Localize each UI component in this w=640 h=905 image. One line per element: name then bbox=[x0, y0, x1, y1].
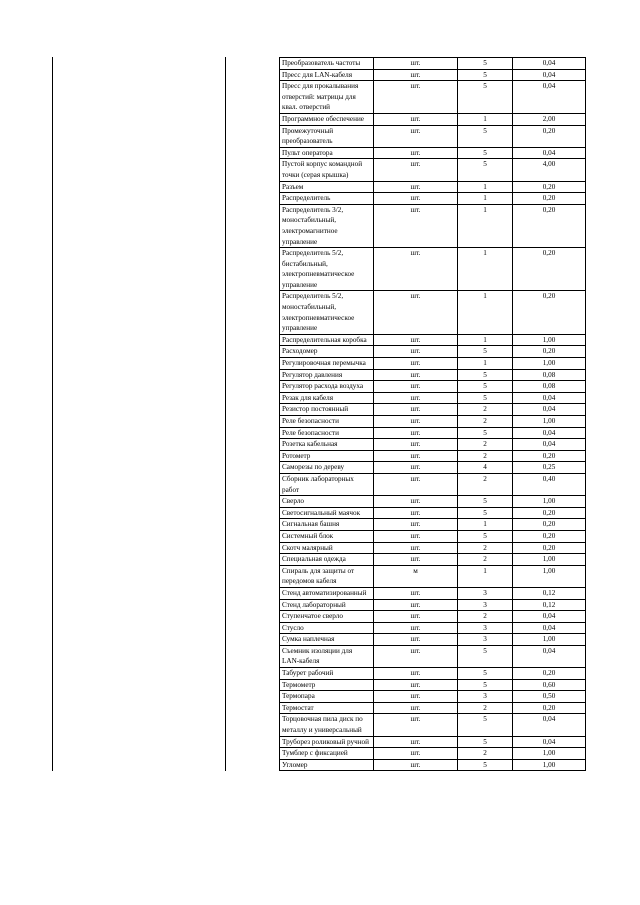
item-name-cell: Съемник изоляции для LAN-кабеля bbox=[280, 645, 374, 667]
item-name-cell: Специальная одежда bbox=[280, 554, 374, 566]
item-value-cell: 0,04 bbox=[513, 611, 586, 623]
table-row bbox=[280, 462, 586, 474]
table-row bbox=[280, 369, 586, 381]
table-row bbox=[280, 530, 586, 542]
item-value-cell: 0,25 bbox=[513, 462, 586, 474]
item-unit-cell: шт. bbox=[374, 622, 458, 634]
item-quantity-cell: 2 bbox=[458, 416, 513, 428]
item-unit-cell: шт. bbox=[374, 645, 458, 667]
item-unit-cell: шт. bbox=[374, 668, 458, 680]
item-quantity-cell: 2 bbox=[458, 748, 513, 760]
item-quantity-cell: 5 bbox=[458, 736, 513, 748]
item-quantity-cell: 5 bbox=[458, 147, 513, 159]
item-name-cell: Пресс для LAN-кабеля bbox=[280, 69, 374, 81]
item-quantity-cell: 5 bbox=[458, 668, 513, 680]
item-value-cell: 0,04 bbox=[513, 427, 586, 439]
item-value-cell: 0,20 bbox=[513, 125, 586, 147]
item-unit-cell: шт. bbox=[374, 291, 458, 334]
item-unit-cell: шт. bbox=[374, 519, 458, 531]
table-row bbox=[280, 450, 586, 462]
item-quantity-cell: 1 bbox=[458, 334, 513, 346]
item-name-cell: Торцовочная пила диск по металлу и универсальный bbox=[280, 714, 374, 736]
item-quantity-cell: 2 bbox=[458, 439, 513, 451]
item-value-cell: 0,04 bbox=[513, 147, 586, 159]
item-value-cell: 1,00 bbox=[513, 748, 586, 760]
table-row bbox=[280, 69, 586, 81]
item-quantity-cell: 5 bbox=[458, 81, 513, 114]
item-quantity-cell: 5 bbox=[458, 381, 513, 393]
column-line bbox=[225, 57, 226, 771]
table-row bbox=[280, 679, 586, 691]
item-quantity-cell: 5 bbox=[458, 392, 513, 404]
item-value-cell: 1,00 bbox=[513, 416, 586, 428]
table-row bbox=[280, 392, 586, 404]
item-name-cell: Саморезы по дереву bbox=[280, 462, 374, 474]
item-unit-cell: шт. bbox=[374, 193, 458, 205]
item-unit-cell: шт. bbox=[374, 599, 458, 611]
item-name-cell: Регулировочная перемычка bbox=[280, 358, 374, 370]
table-row bbox=[280, 611, 586, 623]
item-value-cell: 0,40 bbox=[513, 473, 586, 495]
item-name-cell: Распределительная коробка bbox=[280, 334, 374, 346]
item-name-cell: Резистор постоянный bbox=[280, 404, 374, 416]
item-quantity-cell: 4 bbox=[458, 462, 513, 474]
item-value-cell: 0,20 bbox=[513, 291, 586, 334]
item-value-cell: 0,12 bbox=[513, 587, 586, 599]
item-name-cell: Термостат bbox=[280, 702, 374, 714]
item-value-cell: 0,20 bbox=[513, 181, 586, 193]
table-row bbox=[280, 587, 586, 599]
table-row bbox=[280, 113, 586, 125]
item-value-cell: 1,00 bbox=[513, 759, 586, 771]
item-unit-cell: шт. bbox=[374, 748, 458, 760]
column-line bbox=[52, 57, 53, 771]
item-value-cell: 0,04 bbox=[513, 392, 586, 404]
item-unit-cell: шт. bbox=[374, 358, 458, 370]
item-quantity-cell: 1 bbox=[458, 519, 513, 531]
item-quantity-cell: 5 bbox=[458, 427, 513, 439]
item-quantity-cell: 5 bbox=[458, 679, 513, 691]
item-value-cell: 0,04 bbox=[513, 736, 586, 748]
item-quantity-cell: 5 bbox=[458, 58, 513, 70]
item-name-cell: Тумблер с фиксацией bbox=[280, 748, 374, 760]
table-row bbox=[280, 159, 586, 181]
item-value-cell: 0,12 bbox=[513, 599, 586, 611]
table-row bbox=[280, 404, 586, 416]
item-quantity-cell: 3 bbox=[458, 634, 513, 646]
item-quantity-cell: 3 bbox=[458, 691, 513, 703]
table-row bbox=[280, 599, 586, 611]
item-quantity-cell: 2 bbox=[458, 404, 513, 416]
item-name-cell: Сумка наплечная bbox=[280, 634, 374, 646]
item-value-cell: 0,20 bbox=[513, 204, 586, 247]
item-name-cell: Разъем bbox=[280, 181, 374, 193]
item-name-cell: Реле безопасности bbox=[280, 427, 374, 439]
item-unit-cell: шт. bbox=[374, 392, 458, 404]
item-quantity-cell: 5 bbox=[458, 530, 513, 542]
item-quantity-cell: 2 bbox=[458, 473, 513, 495]
item-value-cell: 0,20 bbox=[513, 519, 586, 531]
item-unit-cell: шт. bbox=[374, 346, 458, 358]
item-unit-cell: шт. bbox=[374, 714, 458, 736]
item-name-cell: Стусло bbox=[280, 622, 374, 634]
table-row bbox=[280, 691, 586, 703]
item-quantity-cell: 5 bbox=[458, 507, 513, 519]
item-value-cell: 0,20 bbox=[513, 530, 586, 542]
left-column-lines bbox=[52, 57, 279, 771]
item-name-cell: Термометр bbox=[280, 679, 374, 691]
item-quantity-cell: 5 bbox=[458, 496, 513, 508]
item-value-cell: 0,20 bbox=[513, 193, 586, 205]
item-name-cell: Преобразователь частоты bbox=[280, 58, 374, 70]
table-row bbox=[280, 193, 586, 205]
item-quantity-cell: 5 bbox=[458, 125, 513, 147]
item-unit-cell: шт. bbox=[374, 439, 458, 451]
item-value-cell: 2,00 bbox=[513, 113, 586, 125]
item-name-cell: Пульт оператора bbox=[280, 147, 374, 159]
item-value-cell: 1,00 bbox=[513, 565, 586, 587]
item-value-cell: 1,00 bbox=[513, 334, 586, 346]
table-row bbox=[280, 439, 586, 451]
item-value-cell: 0,04 bbox=[513, 645, 586, 667]
item-value-cell: 0,20 bbox=[513, 248, 586, 291]
item-value-cell: 0,04 bbox=[513, 622, 586, 634]
item-unit-cell: шт. bbox=[374, 587, 458, 599]
item-quantity-cell: 5 bbox=[458, 645, 513, 667]
item-value-cell: 0,60 bbox=[513, 679, 586, 691]
item-name-cell: Скотч малярный bbox=[280, 542, 374, 554]
item-unit-cell: шт. bbox=[374, 611, 458, 623]
table-row bbox=[280, 542, 586, 554]
item-quantity-cell: 5 bbox=[458, 369, 513, 381]
item-name-cell: Распределитель bbox=[280, 193, 374, 205]
item-unit-cell: шт. bbox=[374, 679, 458, 691]
item-quantity-cell: 2 bbox=[458, 702, 513, 714]
item-unit-cell: шт. bbox=[374, 416, 458, 428]
table-row bbox=[280, 473, 586, 495]
item-name-cell: Табурет рабочий bbox=[280, 668, 374, 680]
item-name-cell: Пресс для прокалывания отверстий: матрицы для квал. отверстий bbox=[280, 81, 374, 114]
item-unit-cell: шт. bbox=[374, 81, 458, 114]
table-row bbox=[280, 58, 586, 70]
item-name-cell: Труборез роликовый ручной bbox=[280, 736, 374, 748]
table-row bbox=[280, 291, 586, 334]
table-row bbox=[280, 714, 586, 736]
item-unit-cell: шт. bbox=[374, 634, 458, 646]
item-unit-cell: шт. bbox=[374, 473, 458, 495]
table-row bbox=[280, 358, 586, 370]
table-row bbox=[280, 427, 586, 439]
item-quantity-cell: 2 bbox=[458, 542, 513, 554]
table-row bbox=[280, 565, 586, 587]
item-name-cell: Спираль для защиты от передомов кабеля bbox=[280, 565, 374, 587]
item-name-cell: Сверло bbox=[280, 496, 374, 508]
item-value-cell: 1,00 bbox=[513, 358, 586, 370]
table-row bbox=[280, 519, 586, 531]
item-quantity-cell: 5 bbox=[458, 159, 513, 181]
item-value-cell: 0,08 bbox=[513, 381, 586, 393]
table-row bbox=[280, 507, 586, 519]
table-row bbox=[280, 702, 586, 714]
item-value-cell: 0,20 bbox=[513, 668, 586, 680]
item-value-cell: 1,00 bbox=[513, 554, 586, 566]
item-unit-cell: шт. bbox=[374, 496, 458, 508]
table-row bbox=[280, 125, 586, 147]
table-row bbox=[280, 736, 586, 748]
item-quantity-cell: 1 bbox=[458, 565, 513, 587]
item-name-cell: Реле безопасности bbox=[280, 416, 374, 428]
item-name-cell: Стенд автоматизированный bbox=[280, 587, 374, 599]
item-name-cell: Программное обеспечение bbox=[280, 113, 374, 125]
item-quantity-cell: 1 bbox=[458, 193, 513, 205]
item-value-cell: 0,20 bbox=[513, 450, 586, 462]
item-quantity-cell: 5 bbox=[458, 69, 513, 81]
table-row bbox=[280, 81, 586, 114]
table-row bbox=[280, 204, 586, 247]
item-unit-cell: шт. bbox=[374, 58, 458, 70]
item-value-cell: 0,20 bbox=[513, 702, 586, 714]
item-value-cell: 0,20 bbox=[513, 346, 586, 358]
item-name-cell: Стенд лабораторный bbox=[280, 599, 374, 611]
item-quantity-cell: 3 bbox=[458, 587, 513, 599]
item-unit-cell: шт. bbox=[374, 450, 458, 462]
item-unit-cell: шт. bbox=[374, 691, 458, 703]
item-unit-cell: шт. bbox=[374, 554, 458, 566]
item-quantity-cell: 1 bbox=[458, 204, 513, 247]
item-name-cell: Розетка кабельная bbox=[280, 439, 374, 451]
item-quantity-cell: 5 bbox=[458, 346, 513, 358]
table-row bbox=[280, 496, 586, 508]
item-value-cell: 1,00 bbox=[513, 634, 586, 646]
item-quantity-cell: 1 bbox=[458, 291, 513, 334]
item-name-cell: Распределитель 5/2, моностабильный, электропневматическое управление bbox=[280, 291, 374, 334]
item-quantity-cell: 3 bbox=[458, 622, 513, 634]
item-value-cell: 0,04 bbox=[513, 69, 586, 81]
item-value-cell: 0,20 bbox=[513, 542, 586, 554]
item-name-cell: Распределитель 3/2, моностабильный, электромагнитное управление bbox=[280, 204, 374, 247]
item-value-cell: 0,04 bbox=[513, 58, 586, 70]
item-name-cell: Сигнальная башня bbox=[280, 519, 374, 531]
item-quantity-cell: 2 bbox=[458, 450, 513, 462]
item-unit-cell: шт. bbox=[374, 181, 458, 193]
item-unit-cell: м bbox=[374, 565, 458, 587]
item-value-cell: 0,04 bbox=[513, 714, 586, 736]
table-row bbox=[280, 622, 586, 634]
inventory-table-body bbox=[280, 58, 586, 771]
table-row bbox=[280, 759, 586, 771]
item-name-cell: Распределитель 5/2, бистабильный, электропневматическое управление bbox=[280, 248, 374, 291]
item-unit-cell: шт. bbox=[374, 507, 458, 519]
item-unit-cell: шт. bbox=[374, 427, 458, 439]
item-unit-cell: шт. bbox=[374, 759, 458, 771]
item-name-cell: Термопара bbox=[280, 691, 374, 703]
item-unit-cell: шт. bbox=[374, 334, 458, 346]
item-value-cell: 0,04 bbox=[513, 81, 586, 114]
table-row bbox=[280, 748, 586, 760]
item-unit-cell: шт. bbox=[374, 125, 458, 147]
item-name-cell: Угломер bbox=[280, 759, 374, 771]
table-row bbox=[280, 645, 586, 667]
item-quantity-cell: 1 bbox=[458, 113, 513, 125]
item-value-cell: 4,00 bbox=[513, 159, 586, 181]
table-row bbox=[280, 248, 586, 291]
item-name-cell: Системный блок bbox=[280, 530, 374, 542]
inventory-table bbox=[279, 57, 586, 771]
item-name-cell: Светосигнальный маячок bbox=[280, 507, 374, 519]
item-value-cell: 1,00 bbox=[513, 496, 586, 508]
item-unit-cell: шт. bbox=[374, 404, 458, 416]
item-name-cell: Ротометр bbox=[280, 450, 374, 462]
item-name-cell: Регулятор давления bbox=[280, 369, 374, 381]
item-value-cell: 0,20 bbox=[513, 507, 586, 519]
table-row bbox=[280, 381, 586, 393]
item-unit-cell: шт. bbox=[374, 530, 458, 542]
item-unit-cell: шт. bbox=[374, 736, 458, 748]
table-row bbox=[280, 147, 586, 159]
item-unit-cell: шт. bbox=[374, 542, 458, 554]
item-unit-cell: шт. bbox=[374, 69, 458, 81]
item-quantity-cell: 5 bbox=[458, 759, 513, 771]
item-unit-cell: шт. bbox=[374, 462, 458, 474]
item-name-cell: Расходомер bbox=[280, 346, 374, 358]
item-unit-cell: шт. bbox=[374, 702, 458, 714]
item-value-cell: 0,04 bbox=[513, 439, 586, 451]
item-name-cell: Ступенчатое сверло bbox=[280, 611, 374, 623]
item-name-cell: Регулятор расхода воздуха bbox=[280, 381, 374, 393]
table-row bbox=[280, 416, 586, 428]
item-quantity-cell: 1 bbox=[458, 181, 513, 193]
item-unit-cell: шт. bbox=[374, 248, 458, 291]
table-row bbox=[280, 181, 586, 193]
item-value-cell: 0,50 bbox=[513, 691, 586, 703]
table-row bbox=[280, 346, 586, 358]
item-unit-cell: шт. bbox=[374, 147, 458, 159]
item-name-cell: Промежуточный преобразователь bbox=[280, 125, 374, 147]
item-quantity-cell: 3 bbox=[458, 599, 513, 611]
item-unit-cell: шт. bbox=[374, 204, 458, 247]
item-unit-cell: шт. bbox=[374, 381, 458, 393]
table-row bbox=[280, 554, 586, 566]
item-name-cell: Резак для кабеля bbox=[280, 392, 374, 404]
item-value-cell: 0,08 bbox=[513, 369, 586, 381]
item-name-cell: Сборник лабораторных работ bbox=[280, 473, 374, 495]
table-row bbox=[280, 668, 586, 680]
item-name-cell: Пустой корпус командной точки (серая крышка) bbox=[280, 159, 374, 181]
item-quantity-cell: 2 bbox=[458, 611, 513, 623]
item-unit-cell: шт. bbox=[374, 113, 458, 125]
item-quantity-cell: 1 bbox=[458, 358, 513, 370]
table-row bbox=[280, 634, 586, 646]
item-quantity-cell: 2 bbox=[458, 554, 513, 566]
item-quantity-cell: 1 bbox=[458, 248, 513, 291]
item-unit-cell: шт. bbox=[374, 159, 458, 181]
table-row bbox=[280, 334, 586, 346]
item-value-cell: 0,04 bbox=[513, 404, 586, 416]
item-quantity-cell: 5 bbox=[458, 714, 513, 736]
item-unit-cell: шт. bbox=[374, 369, 458, 381]
